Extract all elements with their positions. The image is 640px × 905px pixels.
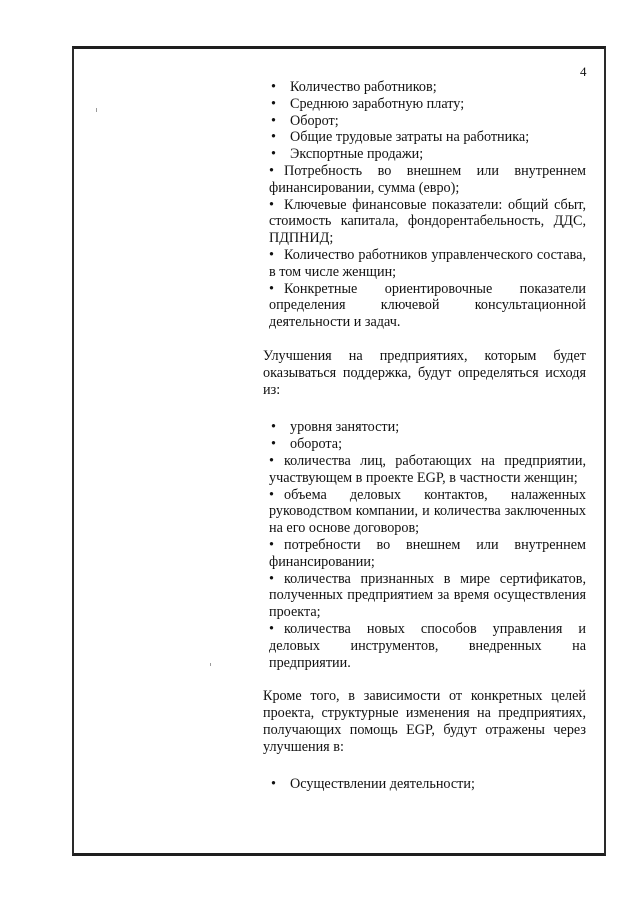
bullet-icon: • — [269, 162, 274, 179]
list-item — [263, 487, 586, 537]
improvement-criteria-list — [263, 419, 586, 671]
list-item — [263, 281, 586, 331]
list-item — [263, 197, 586, 247]
list-item-text: Ключевые финансовые показатели: общий сбыт, стоимость капитала, фондорентабельность, ДДС, ПДПНИД; — [269, 196, 586, 247]
bullet-icon: • — [269, 246, 274, 263]
bullet-icon: • — [271, 95, 276, 112]
bullet-icon: • — [271, 79, 276, 95]
bullet-icon: • — [271, 419, 276, 436]
bullet-icon: • — [271, 146, 276, 163]
list-item — [263, 436, 586, 453]
list-item — [263, 96, 586, 113]
bullet-icon: • — [269, 620, 274, 637]
list-item-text: потребности во внешнем или внутреннем финансировании; — [269, 536, 586, 570]
bullet-icon: • — [269, 536, 274, 553]
document-body — [263, 79, 586, 793]
list-item-text: Конкретные ориентировочные показатели определения ключевой консультационной деятельности и задач. — [269, 280, 586, 331]
list-item — [263, 113, 586, 130]
list-item-text: объема деловых контактов, налаженных руководством компании, и количества заключенных на его основе договоров; — [269, 486, 586, 537]
list-item — [263, 163, 586, 197]
list-item-text: оборота; — [290, 436, 343, 453]
bullet-icon: • — [271, 129, 276, 146]
bullet-icon: • — [271, 776, 276, 793]
list-item-text: количества новых способов управления и деловых инструментов, внедренных на предприятии. — [269, 620, 586, 671]
list-item-text: Потребность во внешнем или внутреннем финансировании, сумма (евро); — [269, 162, 586, 196]
structural-changes-paragraph: Кроме того, в зависимости от конкретных целей проекта, структурные изменения на предприятиях, получающих помощь EGP, будут отражены через улучшения в: — [263, 688, 586, 755]
improvements-paragraph: Улучшения на предприятиях, которым будет оказываться поддержка, будут определяться исходя из: — [263, 347, 586, 398]
list-item — [263, 247, 586, 281]
list-item — [263, 571, 586, 621]
list-item — [263, 537, 586, 571]
list-item — [263, 453, 586, 487]
list-item-text: Оборот; — [290, 112, 339, 129]
list-item-text: количества лиц, работающих на предприятии, участвующем в проекте EGP, в частности женщин; — [269, 452, 586, 486]
list-item-text: уровня занятости; — [290, 419, 400, 436]
bullet-icon: • — [269, 452, 274, 469]
scan-artifact-mark — [210, 663, 211, 666]
list-item-text: Количество работников управленческого состава, в том числе женщин; — [269, 246, 586, 280]
bullet-icon: • — [269, 570, 274, 587]
bullet-icon: • — [269, 196, 274, 213]
list-item-text: Количество работников; — [290, 79, 437, 95]
bullet-icon: • — [271, 112, 276, 129]
list-item-text: Среднюю заработную плату; — [290, 95, 465, 112]
bullet-icon: • — [269, 486, 274, 503]
list-item — [263, 419, 586, 436]
key-indicators-list — [263, 79, 586, 331]
list-item-text: количества признанных в мире сертификатов, полученных предприятием за время осуществления проекта; — [269, 570, 586, 621]
scan-artifact-mark — [96, 108, 97, 112]
page-number: 4 — [580, 64, 587, 79]
list-item — [263, 776, 586, 793]
structural-changes-list — [263, 776, 586, 793]
bullet-icon: • — [271, 436, 276, 453]
list-item-text: Общие трудовые затраты на работника; — [290, 129, 530, 146]
list-item-text: Осуществлении деятельности; — [290, 776, 475, 793]
list-item — [263, 79, 586, 96]
bullet-icon: • — [269, 280, 274, 297]
list-item — [263, 146, 586, 163]
list-item — [263, 129, 586, 146]
list-item-text: Экспортные продажи; — [290, 146, 424, 163]
list-item — [263, 621, 586, 671]
